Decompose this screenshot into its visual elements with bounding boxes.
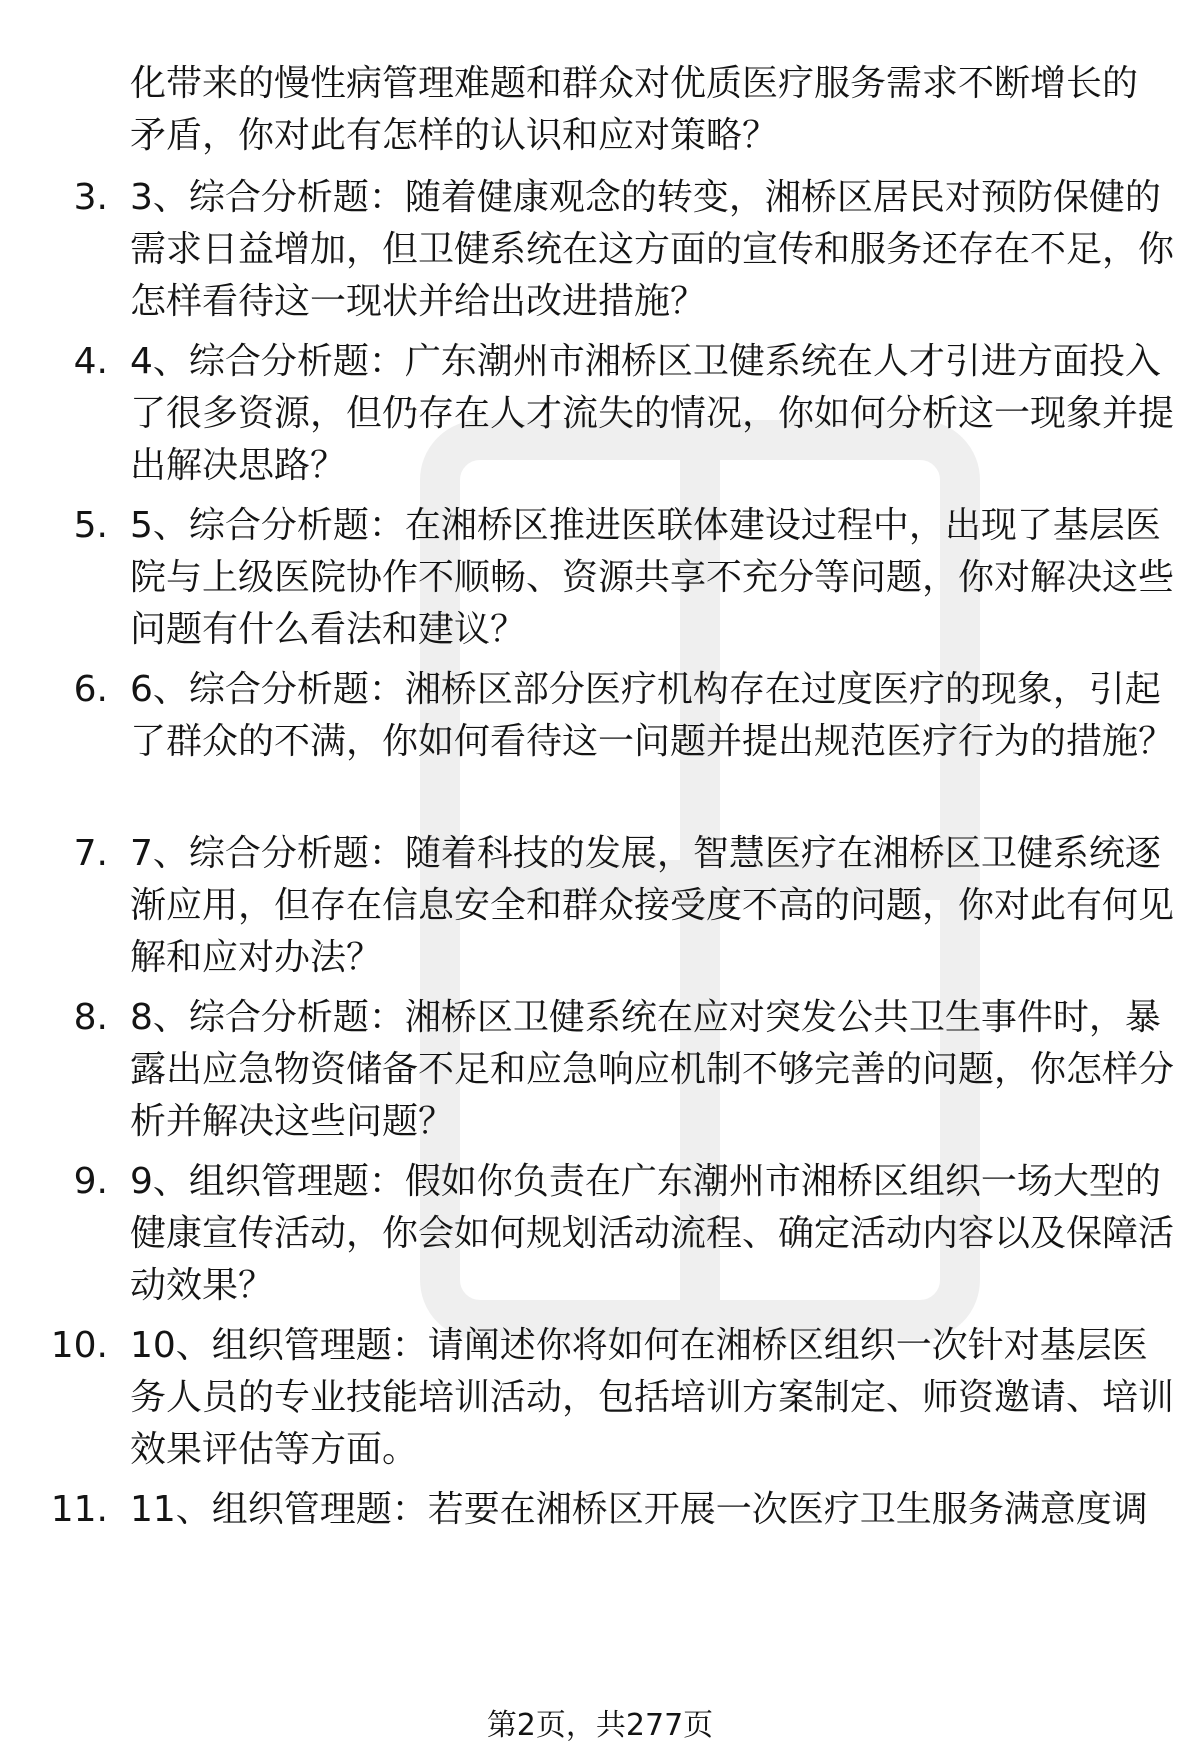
page-footer: 第2页，共277页 [486,1708,714,1743]
item-text: 4、综合分析题：广东潮州市湘桥区卫健系统在人才引进方面投入了很多资源，但仍存在人才流失的情况，你如何分析这一现象并提出解决思路？ [130,341,1175,486]
item-text: 6、综合分析题：湘桥区部分医疗机构存在过度医疗的现象，引起了群众的不满，你如何看待这一问题并提出规范医疗行为的措施？ [130,669,1175,762]
intro-paragraph: 化带来的慢性病管理难题和群众对优质医疗服务需求不断增长的矛盾，你对此有怎样的认识和应对策略？ [130,63,1139,156]
item-text: 9、组织管理题：假如你负责在广东潮州市湘桥区组织一场大型的健康宣传活动，你会如何规划活动流程、确定活动内容以及保障活动效果？ [130,1161,1175,1306]
item-text: 5、综合分析题：在湘桥区推进医联体建设过程中，出现了基层医院与上级医院协作不顺畅、资源共享不充分等问题，你对解决这些问题有什么看法和建议？ [130,505,1175,650]
item-number: 9. [73,1161,108,1202]
item-text: 10、组织管理题：请阐述你将如何在湘桥区组织一次针对基层医务人员的专业技能培训活动，包括培训方案制定、师资邀请、培训效果评估等方面。 [130,1325,1175,1470]
item-number: 11. [50,1489,108,1530]
item-number: 3. [73,177,108,218]
item-number: 6. [73,669,108,710]
item-text: 8、综合分析题：湘桥区卫健系统在应对突发公共卫生事件时，暴露出应急物资储备不足和应急响应机制不够完善的问题，你怎样分析并解决这些问题？ [130,997,1175,1142]
item-text: 3、综合分析题：随着健康观念的转变，湘桥区居民对预防保健的需求日益增加，但卫健系统在这方面的宣传和服务还存在不足，你怎样看待这一现状并给出改进措施？ [130,177,1175,322]
item-number: 8. [73,997,108,1038]
item-number: 4. [73,341,108,382]
item-text: 7、综合分析题：随着科技的发展，智慧医疗在湘桥区卫健系统逐渐应用，但存在信息安全和群众接受度不高的问题，你对此有何见解和应对办法？ [130,833,1175,978]
item-number: 5. [73,505,108,546]
item-text: 11、组织管理题：若要在湘桥区开展一次医疗卫生服务满意度调 [130,1489,1148,1530]
item-number: 7. [73,833,108,874]
item-number: 10. [50,1325,108,1366]
